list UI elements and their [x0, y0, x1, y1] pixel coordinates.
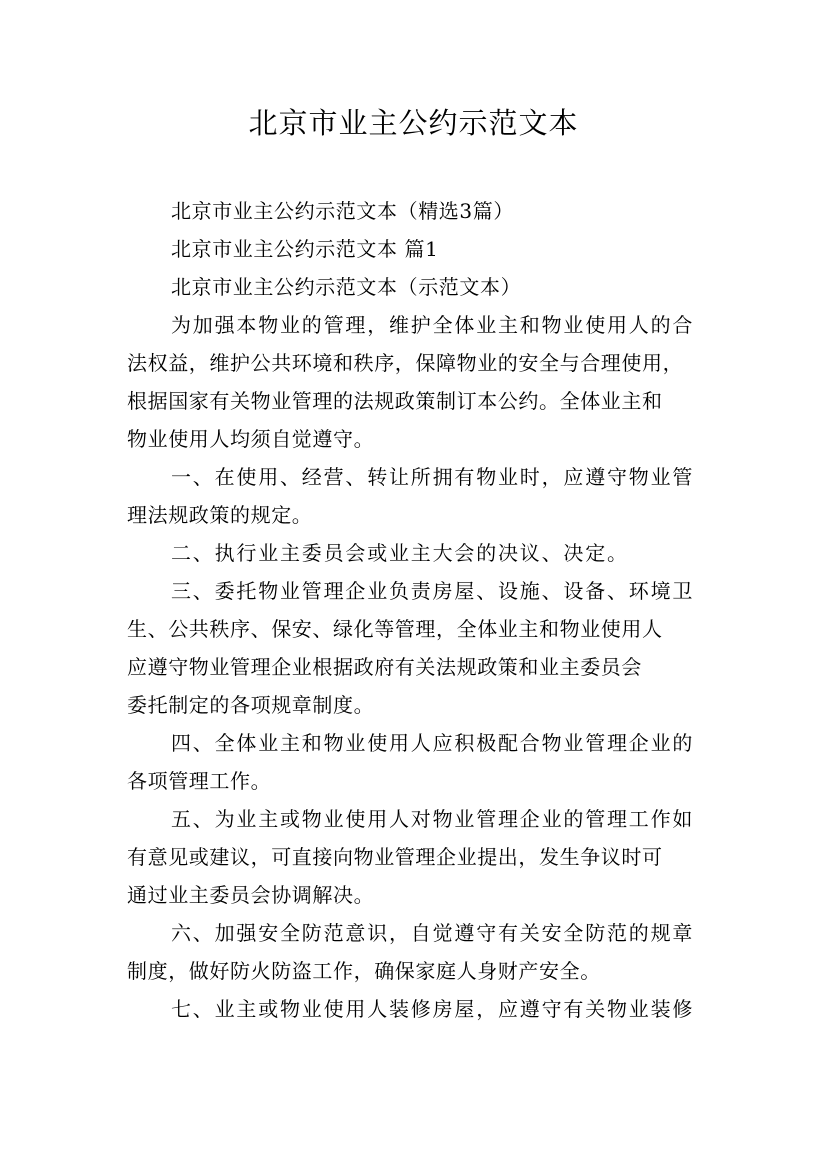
text-line: 北京市业主公约示范文本（精选3篇） — [171, 199, 514, 223]
text-line: 三、委托物业管理企业负责房屋、设施、设备、环境卫 — [171, 579, 695, 603]
text-line: 委托制定的各项规章制度。 — [127, 693, 375, 717]
text-line: 应遵守物业管理企业根据政府有关法规政策和业主委员会 — [127, 655, 642, 679]
text-line: 通过业主委员会协调解决。 — [127, 883, 375, 907]
text-line: 四、全体业主和物业使用人应积极配合物业管理企业的 — [171, 731, 695, 755]
text-line: 生、公共秩序、保安、绿化等管理，全体业主和物业使用人 — [127, 617, 663, 641]
text-line: 有意见或建议，可直接向物业管理企业提出，发生争议时可 — [127, 845, 663, 869]
text-line: 北京市业主公约示范文本 篇1 — [171, 237, 439, 261]
text-line: 为加强本物业的管理，维护全体业主和物业使用人的合 — [171, 313, 695, 337]
text-line: 法权益，维护公共环境和秩序，保障物业的安全与合理使用， — [127, 351, 684, 375]
text-line: 七、业主或物业使用人装修房屋，应遵守有关物业装修 — [171, 997, 695, 1021]
text-line: 一、在使用、经营、转让所拥有物业时，应遵守物业管 — [171, 465, 695, 489]
text-line: 根据国家有关物业管理的法规政策制订本公约。全体业主和 — [127, 389, 663, 413]
document-title: 北京市业主公约示范文本 — [248, 106, 579, 140]
text-line: 物业使用人均须自觉遵守。 — [127, 427, 375, 451]
text-line: 北京市业主公约示范文本（示范文本） — [171, 275, 522, 299]
text-line: 理法规政策的规定。 — [127, 503, 313, 527]
text-line: 五、为业主或物业使用人对物业管理企业的管理工作如 — [171, 807, 695, 831]
text-line: 六、加强安全防范意识，自觉遵守有关安全防范的规章 — [171, 921, 695, 945]
text-line: 制度，做好防火防盗工作，确保家庭人身财产安全。 — [127, 959, 601, 983]
text-line: 各项管理工作。 — [127, 769, 272, 793]
text-line: 二、执行业主委员会或业主大会的决议、决定。 — [171, 541, 629, 565]
document-body — [127, 192, 703, 1028]
